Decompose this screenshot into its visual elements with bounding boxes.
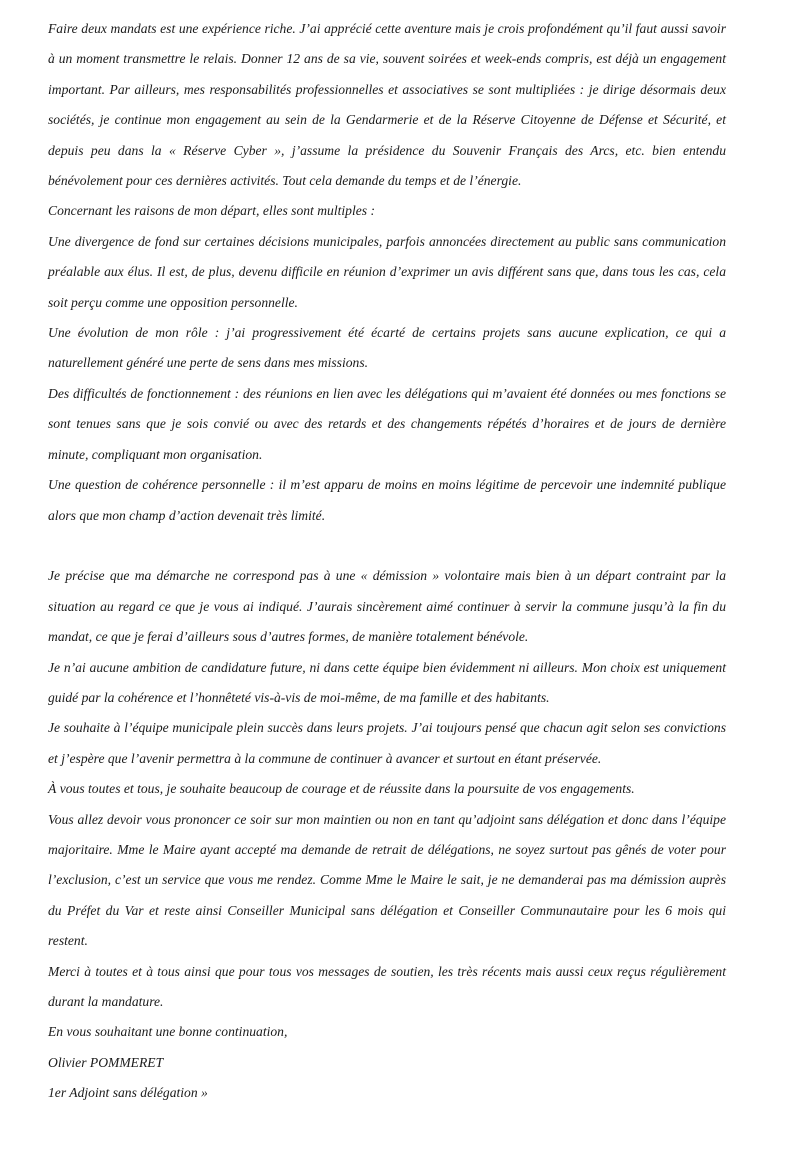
paragraph-wishes-team: Je souhaite à l’équipe municipale plein succès dans leurs projets. J’ai toujours pensé que chacun agit selon ses convictions et j’espère que l’avenir permettra à la commune de continuer à avancer et surtout en étant préservée. [48,720,726,766]
signature-title: 1er Adjoint sans délégation » [48,1085,208,1101]
paragraph-thanks: Merci à toutes et à tous ainsi que pour tous vos messages de soutien, les très récents mais aussi ceux reçus régulièrement durant la mandature. [48,963,726,1009]
letter-body [48,14,726,1109]
paragraph-operational-difficulties: Des difficultés de fonctionnement : des réunions en lien avec les délégations qui m’avaient été données ou mes fonctions se sont tenues sans que je sois convié ou avec des retards et des changements répétés d’horaires et de jours de dernière minute, compliquant mon organisation. [48,385,726,462]
paragraph-constrained-departure: Je précise que ma démarche ne correspond pas à une « démission » volontaire mais bien à un départ contraint par la situation au regard ce que je vous ai indiqué. J’aurais sincèrement aimé continuer à servir la commune jusqu’à la fin du mandat, ce que je ferai d’ailleurs sous d’autres formes, de manière totalement bénévole. [48,568,726,645]
paragraph-reasons-intro: Faire deux mandats est une expérience riche. J’ai apprécié cette aventure mais je crois profondément qu’il faut aussi savoir à un moment transmettre le relais. Donner 12 ans de sa vie, souvent soirées et week-ends compris, est déjà un engagement important. Par ailleurs, mes responsabilités professionnelles et associatives se sont multipliées : je dirige désormais deux sociétés, je continue mon engagement au sein de la Gendarmerie et de la Réserve Citoyenne de Défense et Sécurité, et depuis peu dans la « Réserve Cyber », j’assume la présidence du Souvenir Français des Arcs, etc. bien entendu bénévolement pour ces dernières activités. Tout cela demande du temps et de l’énergie. [48,21,726,189]
paragraph-vote: Vous allez devoir vous prononcer ce soir sur mon maintien ou non en tant qu’adjoint sans délégation et donc dans l’équipe majoritaire. Mme le Maire ayant accepté ma demande de retrait de délégations, ne soyez surtout pas gênés de voter pour l’exclusion, c’est un service que vous me rendez. Comme Mme le Maire le sait, je ne demanderai pas ma démission auprès du Préfet du Var et reste ainsi Conseiller Municipal sans délégation et Conseiller Communautaire pour les 6 mois qui restent. [48,811,726,949]
paragraph-wishes-all: À vous toutes et tous, je souhaite beaucoup de courage et de réussite dans la poursuite de vos engagements. [48,781,635,797]
paragraph-reasons-heading: Concernant les raisons de mon départ, elles sont multiples : [48,203,375,219]
paragraph-divergence: Une divergence de fond sur certaines décisions municipales, parfois annoncées directement au public sans communication préalable aux élus. Il est, de plus, devenu difficile en réunion d’exprimer un avis différent sans que, dans tous les cas, cela soit perçu comme une opposition personnelle. [48,233,726,310]
paragraph-spacer [48,531,726,561]
paragraph-no-ambition: Je n’ai aucune ambition de candidature future, ni dans cette équipe bien évidemment ni ailleurs. Mon choix est uniquement guidé par la cohérence et l’honnêteté vis-à-vis de moi-même, de ma famille et des habitants. [48,659,726,705]
paragraph-role-evolution: Une évolution de mon rôle : j’ai progressivement été écarté de certains projets sans aucune explication, ce qui a naturellement généré une perte de sens dans mes missions. [48,325,726,371]
signature-name: Olivier POMMERET [48,1054,164,1070]
paragraph-closing: En vous souhaitant une bonne continuation, [48,1024,288,1040]
paragraph-personal-coherence: Une question de cohérence personnelle : il m’est apparu de moins en moins légitime de percevoir une indemnité publique alors que mon champ d’action devenait très limité. [48,477,726,523]
